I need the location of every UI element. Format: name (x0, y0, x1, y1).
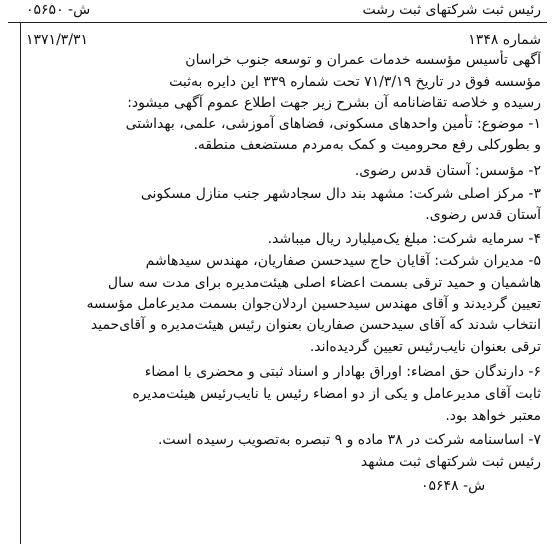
notice-line: رسیده و خلاصه تقاضانامه آن بشرح زیر جهت اطلاع عموم آگهی میشود: (127, 95, 541, 111)
left-column-border (20, 22, 21, 544)
notice-number: شماره ۱۳۴۸ (468, 32, 541, 48)
notice-title: آگهی تأسیس مؤسسه خدمات عمران و توسعه جنوب خراسان (185, 52, 541, 68)
notice-line: ۶- دارندگان حق امضاء: اوراق بهادار و اسناد ثبتی و محضری با امضاء (144, 364, 541, 380)
notice-footer (26, 476, 541, 496)
notice-reference-number: ش- ۰۵۶۴۸ (421, 478, 486, 494)
notice-date: ۱۳۷۱/۳/۳۱ (26, 32, 89, 48)
notice-header-row (26, 30, 541, 50)
previous-reference-number: ش- ۰۵۶۵۰ (26, 2, 91, 18)
notice-line: معتبر خواهد بود. (445, 408, 541, 424)
notice-line: و بطورکلی رفع محرومیت و کمک به‌مردم مستضعف منطقه. (193, 137, 541, 153)
notice-line: ۴- سرمایه شرکت: مبلغ یک‌میلیارد ریال میباشد. (267, 231, 541, 247)
notice-line: هاشمیان و حمید ترقی بسمت اعضاء اصلی هیئت‌مدیره برای مدت سه سال (107, 275, 541, 291)
notice-line: ۳- مرکز اصلی شرکت: مشهد بند دال سجادشهر جنب منازل مسکونی (140, 186, 541, 202)
notice-line: ۲- مؤسس: آستان قدس رضوی. (354, 163, 541, 179)
notice-signature: رئیس ثبت شرکتهای ثبت مشهد (360, 454, 541, 470)
notice-line: ۷- اساسنامه شرکت در ۳۸ ماده و ۹ تبصره به‌تصویب رسیده است. (157, 432, 541, 448)
notice-line: تعیین گردیدند و آقای مهندس سیدحسین اردلان‌جوان بسمت مدیرعامل مؤسسه (86, 296, 541, 312)
notice-line: مؤسسه فوق در تاریخ ۷۱/۳/۱۹ تحت شماره ۳۳۹ این دایره به‌ثبت (169, 74, 541, 90)
notice-line: ترقی بعنوان نایب‌رئیس تعیین گردیده‌اند. (309, 339, 541, 355)
previous-notice-footer (26, 0, 541, 20)
notice-line: انتخاب شدند که آقای سیدحسن صفاریان بعنوان رئیس هیئت‌مدیره و آقای‌حمید (90, 317, 541, 333)
notice-line: آستان قدس رضوی. (425, 207, 541, 223)
top-divider (8, 22, 547, 23)
notice-line: ۱- موضوع: تأمین واحدهای مسکونی، فضاهای آموزشی، علمی، بهداشتی (125, 116, 541, 132)
previous-signature: رئیس ثبت شرکتهای ثبت رشت (362, 2, 541, 18)
notice-line: ۵- مدیران شرکت: آقایان حاج سیدحسن صفاریان، مهندس سیدهاشم (145, 253, 541, 269)
notice-line: ثابت آقای مدیرعامل و یکی از دو امضاء رئیس یا نایب‌رئیس هیئت‌مدیره (132, 386, 541, 402)
